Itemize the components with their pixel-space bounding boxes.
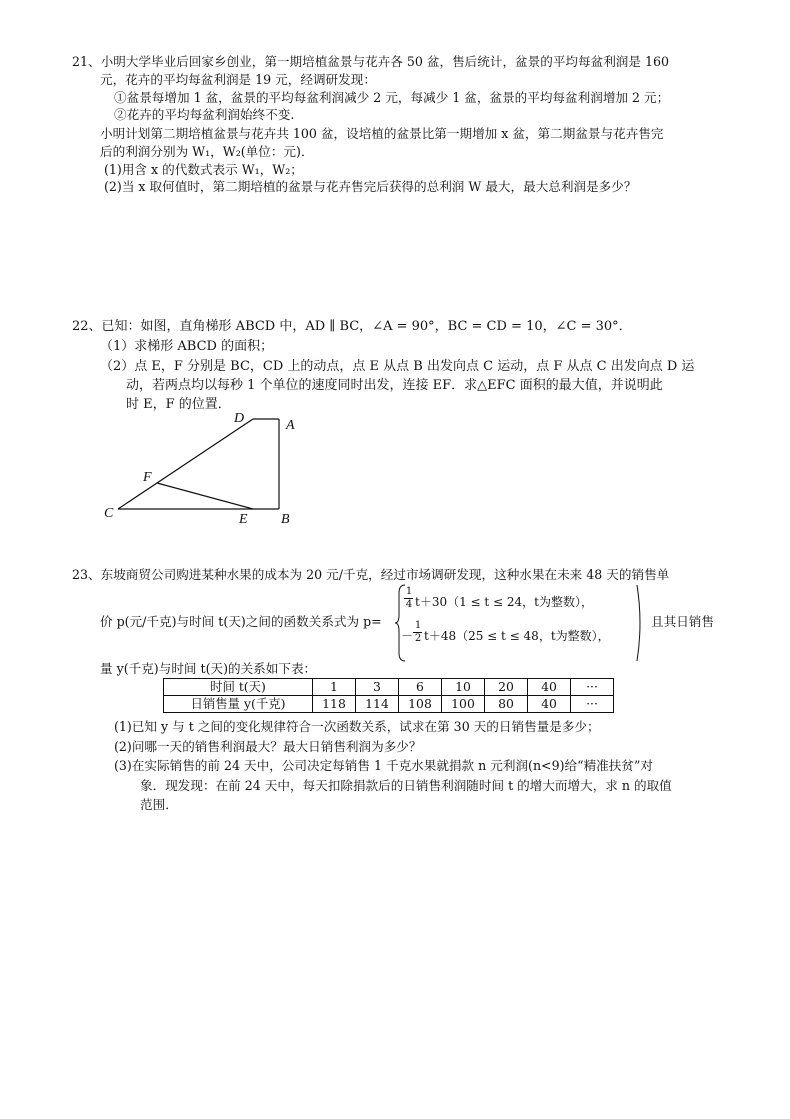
piecewise-function [395, 583, 650, 663]
case2-denominator: 2 [414, 633, 422, 644]
table-cell: ··· [571, 679, 614, 696]
table-cell: 40 [528, 696, 571, 713]
case1-numerator: 1 [405, 586, 413, 597]
q21-line-5: 小明计划第二期培植盆景与花卉共 100 盆，设培植的盆景比第一期增加 x 盆，第二期盆景与花卉售完 [100, 126, 664, 141]
case2-numerator: 1 [414, 620, 422, 631]
table-cell: 1 [313, 679, 356, 696]
q23-part-3-line-1: (3)在实际销售的前 24 天中，公司决定每销售 1 千克水果就捐款 n 元利润(n<9)给“精准扶贫”对 [114, 758, 653, 773]
q23-part-3-line-3: 范围． [140, 797, 178, 812]
case1-denominator: 4 [405, 599, 413, 610]
q22-part-2-line-1: （2）点 E，F 分别是 BC，CD 上的动点，点 E 从点 B 出发向点 C 运动，点 F 从点 C 出发向点 D 运 [100, 359, 695, 374]
table-cell: 114 [356, 696, 399, 713]
q23-line-2-right: 且其日销售 [651, 614, 714, 629]
trapezoid-diagram [100, 410, 310, 532]
table-cell: 10 [442, 679, 485, 696]
edge-dc [118, 419, 253, 509]
q23-line-1: 23、东坡商贸公司购进某种水果的成本为 20 元/千克，经过市场调研发现，这种水果在未来 48 天的销售单 [72, 567, 670, 582]
q22-part-2-line-3: 时 E，F 的位置． [126, 397, 231, 412]
label-a: A [286, 418, 295, 433]
table-cell: ··· [571, 696, 614, 713]
q23-line-2-left: 价 p(元/千克)与时间 t(天)之间的函数关系式为 p= [100, 614, 382, 629]
case1-expression: t＋30（1 ≤ t ≤ 24，t为整数）， [415, 595, 594, 609]
q21-line-2: 元，花卉的平均每盆利润是 19 元，经调研发现： [100, 72, 376, 87]
table-header-sales: 日销售量 y(千克) [164, 696, 313, 713]
q21-part-1: (1)用含 x 的代数式表示 W₁，W₂； [104, 162, 303, 177]
q21-line-6: 后的利润分别为 W₁，W₂(单位：元)． [100, 144, 314, 159]
label-c: C [104, 506, 114, 521]
q22-part-1: （1）求梯形 ABCD 的面积； [100, 339, 274, 354]
table-row-sales [164, 696, 614, 713]
right-paren-icon [635, 583, 645, 663]
table-cell: 3 [356, 679, 399, 696]
case2-expression: t＋48（25 ≤ t ≤ 48，t为整数）， [424, 629, 610, 643]
table-cell: 118 [313, 696, 356, 713]
q23-part-2: (2)问哪一天的销售利润最大？最大日销售利润为多少？ [114, 739, 422, 754]
q23-part-1: (1)已知 y 与 t 之间的变化规律符合一次函数关系，试求在第 30 天的日销售量是多少； [114, 719, 600, 734]
table-cell: 108 [399, 696, 442, 713]
table-cell: 40 [528, 679, 571, 696]
case2-sign: － [401, 629, 414, 643]
label-f: F [143, 470, 152, 485]
table-cell: 100 [442, 696, 485, 713]
q23-part-3-line-2: 象．现发现：在前 24 天中，每天扣除捐款后的日销售利润随时间 t 的增大而增大，求 n 的取值 [140, 778, 672, 793]
table-cell: 6 [399, 679, 442, 696]
sales-table [163, 678, 614, 713]
q21-part-2: (2)当 x 取何值时，第二期培植的盆景与花卉售完后获得的总利润 W 最大，最大总利润是多少？ [104, 179, 637, 194]
q21-condition-2: ②花卉的平均每盆利润始终不变. [114, 107, 295, 122]
trapezoid-figure [100, 410, 310, 532]
q22-line-1: 22、已知：如图，直角梯形 ABCD 中，AD ∥ BC，∠A = 90°，BC = CD = 10，∠C = 30°． [72, 319, 632, 334]
label-b: B [281, 512, 290, 527]
table-row-time [164, 679, 614, 696]
table-cell: 20 [485, 679, 528, 696]
q21-condition-1: ①盆景每增加 1 盆，盆景的平均每盆利润减少 2 元，每减少 1 盆，盆景的平均每盆利润增加 2 元； [114, 90, 670, 105]
segment-ef [157, 483, 253, 509]
label-d: D [234, 411, 245, 426]
table-cell: 80 [485, 696, 528, 713]
q23-line-3: 量 y(千克)与时间 t(天)的关系如下表： [100, 661, 317, 676]
q21-line-1: 21、小明大学毕业后回家乡创业，第一期培植盆景与花卉各 50 盆，售后统计，盆景的平均每盆利润是 160 [72, 54, 670, 69]
table-header-time: 时间 t(天) [164, 679, 313, 696]
q22-part-2-line-2: 动，若两点均以每秒 1 个单位的速度同时出发，连接 EF．求△EFC 面积的最大值，并说明此 [126, 378, 663, 393]
label-e: E [239, 512, 248, 527]
